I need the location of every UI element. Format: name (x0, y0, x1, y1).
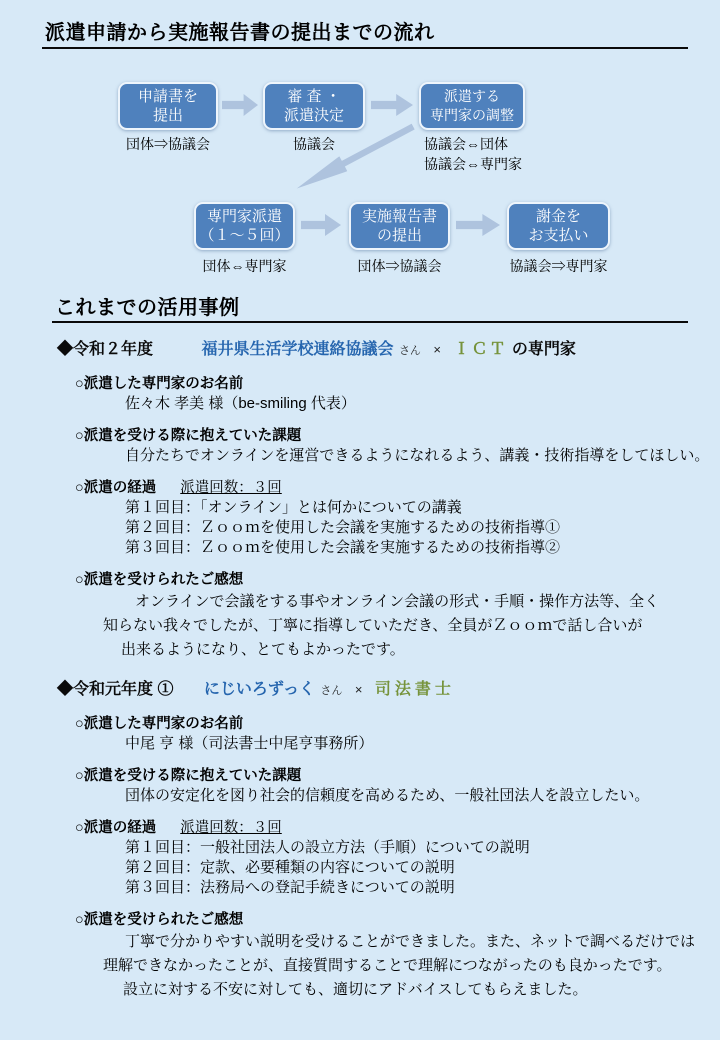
case-org-suffix: さん (398, 345, 421, 357)
flow-label-council-expert: 協議会⇔専門家 (424, 156, 522, 172)
flow-label-council: 協議会 (293, 136, 335, 152)
item-heading (0, 478, 720, 498)
feedback-line: 知らない我々でしたが、丁寧に指導していただき、全員がＺｏｏｍで話し合いが (103, 617, 643, 634)
flow-box-line: 専門家派遣 (206, 208, 282, 225)
flow-box-line: 専門家の調整 (430, 107, 514, 123)
expert-name-value: 佐々木 孝美 様（be-smiling 代表） (125, 395, 356, 412)
flow-box-line: 申請書を (137, 88, 198, 105)
item-issue (0, 426, 720, 466)
cross-icon: × (354, 682, 363, 697)
item-heading: ○派遣を受ける際に抱えていた課題 (75, 768, 302, 784)
dispatch-count: 派遣回数：３回 (180, 820, 282, 836)
flow-section-title: 派遣申請から実施報告書の提出までの流れ (45, 22, 435, 44)
item-expert-name (0, 374, 720, 414)
flow-box-line: （１～５回） (199, 227, 290, 244)
case-expert-suffix: の専門家 (511, 341, 576, 358)
progress-line: 第２回目：定款、必要種類の内容についての説明 (125, 859, 455, 876)
flow-box-submit-application (118, 82, 218, 130)
progress-line: 第３回目：法務局への登記手続きについての説明 (125, 879, 455, 896)
item-heading: ○派遣を受ける際に抱えていた課題 (75, 428, 302, 444)
flow-box-line: 謝金を (535, 208, 581, 225)
case-org-suffix: さん (320, 685, 343, 697)
item-heading (0, 818, 720, 838)
arrow-right-icon (371, 94, 413, 116)
case-year-label: ◆令和元年度 ① (57, 681, 174, 698)
progress-line: 第３回目：Ｚｏｏｍを使用した会議を実施するための技術指導② (125, 539, 561, 556)
case-expert-field: 司法書士 (374, 681, 455, 698)
flow-title-underline (42, 47, 688, 49)
flow-box-line: 審 査 ・ (287, 88, 341, 105)
cases-section-title: これまでの活用事例 (55, 297, 240, 319)
item-feedback (0, 570, 720, 662)
case-org-name: 福井県生活学校連絡協議会 (201, 341, 394, 358)
case-heading (0, 678, 720, 702)
feedback-line: 理解できなかったことが、直接質問することで理解につながったのも良かったです。 (103, 957, 672, 974)
flow-box-line: 派遣決定 (283, 107, 344, 124)
feedback-line: 丁寧で分かりやすい説明を受けることができました。また、ネットで調べるだけでは (125, 933, 696, 950)
flow-box-expert-coordination (419, 82, 525, 130)
flow-box-line: お支払い (528, 227, 589, 244)
flow-box-line: 派遣する (444, 88, 500, 104)
flow-label-council-group: 協議会⇔団体 (424, 136, 508, 152)
flow-label-group-expert: 団体⇔専門家 (202, 258, 287, 274)
item-progress (0, 478, 720, 558)
progress-line: 第２回目：Ｚｏｏｍを使用した会議を実施するための技術指導① (125, 519, 561, 536)
dispatch-count: 派遣回数：３回 (180, 480, 282, 496)
flow-box-review-decision (263, 82, 365, 130)
arrow-right-icon (456, 214, 500, 236)
flow-box-report-submission (349, 202, 450, 250)
flow-box-line: 提出 (152, 107, 183, 124)
progress-heading: ○派遣の経過 (75, 480, 157, 496)
progress-heading: ○派遣の経過 (75, 820, 157, 836)
feedback-line: オンラインで会議をする事やオンライン会議の形式・手順・操作方法等、全く (135, 593, 660, 610)
case-org-name: にじいろずっく (203, 681, 315, 698)
item-feedback (0, 910, 720, 1002)
item-expert-name (0, 714, 720, 754)
feedback-line: 出来るようになり、とてもよかったです。 (121, 641, 405, 658)
issue-value: 自分たちでオンラインを運営できるようになれるよう、講義・技術指導をしてほしい。 (125, 447, 710, 464)
progress-line: 第１回目：一般社団法人の設立方法（手順）についての説明 (125, 839, 530, 856)
flow-diagram (0, 75, 720, 310)
flow-label-council-to-expert: 協議会⇒専門家 (509, 258, 608, 274)
item-heading: ○派遣を受けられたご感想 (75, 572, 244, 588)
flow-box-line: 実施報告書 (361, 208, 437, 225)
flow-box-payment (507, 202, 610, 250)
item-heading: ○派遣した専門家のお名前 (75, 716, 244, 732)
case-reiwa2 (0, 338, 720, 674)
case-reiwa1 (0, 678, 720, 1014)
feedback-line: 設立に対する不安に対しても、適切にアドバイスしてもらえました。 (123, 981, 588, 998)
arrow-right-icon (301, 214, 341, 236)
progress-line: 第１回目：「オンライン」とは何かについての講義 (125, 499, 462, 516)
flow-label-group-to-council: 団体⇒協議会 (126, 136, 210, 152)
case-expert-field: ＩＣＴ (453, 341, 508, 358)
item-heading: ○派遣した専門家のお名前 (75, 376, 244, 392)
arrow-right-icon (222, 94, 258, 116)
arrow-diagonal-icon (293, 119, 418, 196)
case-heading (0, 338, 720, 362)
item-issue (0, 766, 720, 806)
cross-icon: × (433, 342, 441, 357)
flow-box-line: の提出 (376, 227, 422, 244)
flow-box-expert-dispatch (194, 202, 295, 250)
expert-name-value: 中尾 亨 様（司法書士中尾亨事務所） (125, 735, 374, 752)
cases-title-underline (52, 321, 688, 323)
item-heading: ○派遣を受けられたご感想 (75, 912, 244, 928)
case-year-label: ◆令和２年度 (57, 341, 154, 358)
issue-value: 団体の安定化を図り社会的信頼度を高めるため、一般社団法人を設立したい。 (125, 787, 650, 804)
flow-label-group-to-council2: 団体⇒協議会 (357, 258, 442, 274)
item-progress (0, 818, 720, 898)
